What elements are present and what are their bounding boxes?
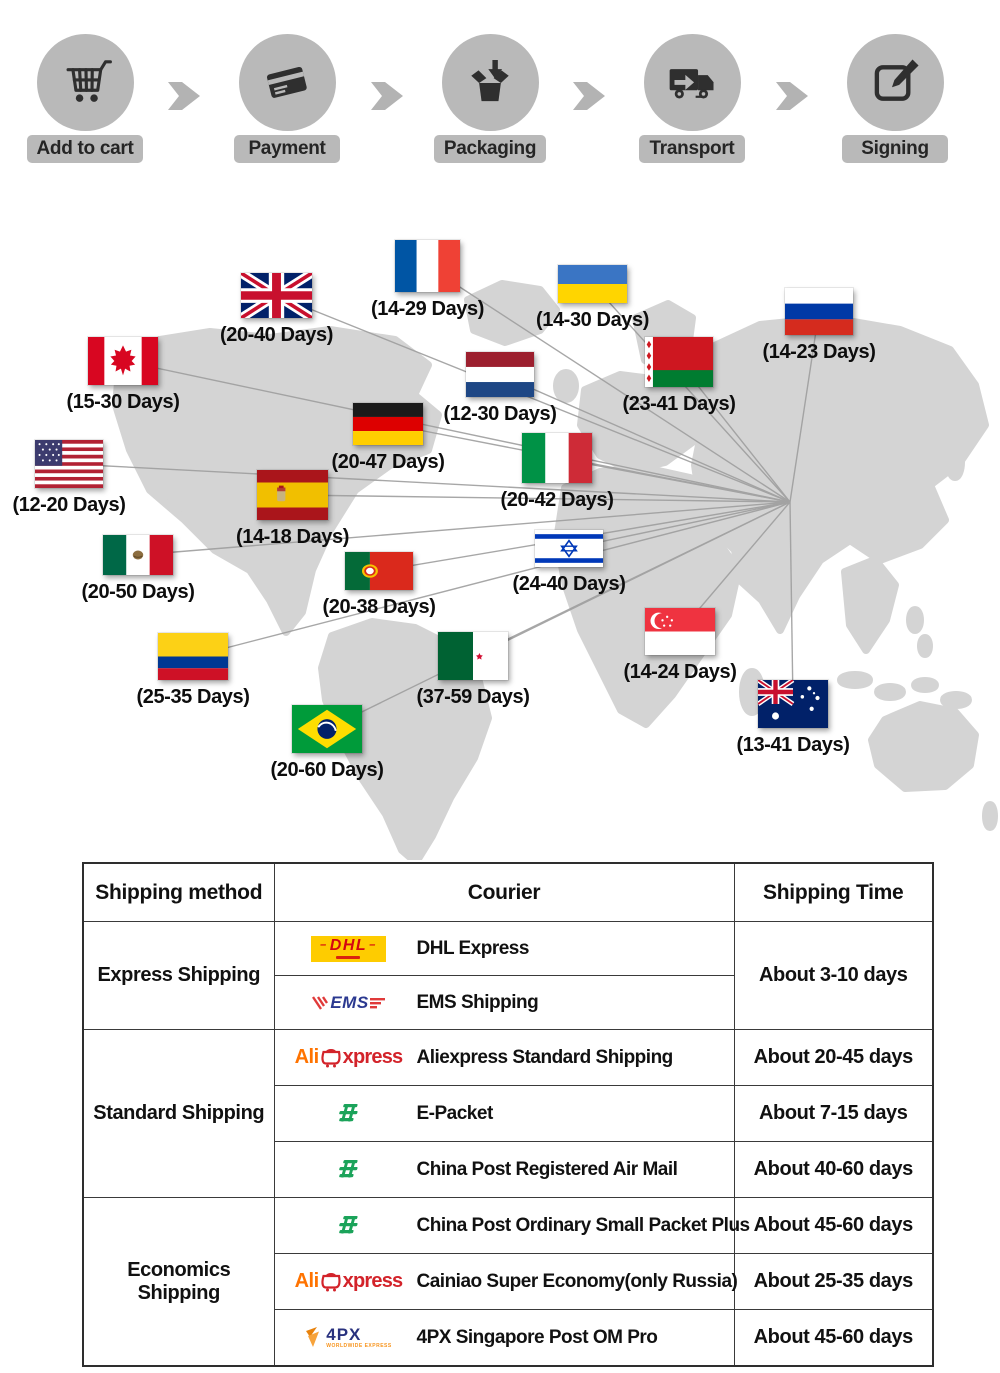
flag-item-spain [235,470,350,548]
step-add-to-cart [10,34,160,163]
courier-ems [274,976,734,1030]
step-label: Add to cart [27,135,144,163]
table-row [83,1198,933,1254]
courier-name: China Post Registered Air Mail [416,1158,678,1180]
shipping-days-label: (20-42 Days) [500,489,614,511]
flag-russia [785,288,853,335]
method-economics: Economics Shipping [83,1198,274,1367]
china-post-logo-icon [293,1100,405,1127]
aliexpress-logo-icon: Ali xpress [294,1270,403,1292]
flag-item-ukraine [535,265,650,331]
step-label: Transport [639,135,745,163]
shipping-days-label: (20-38 Days) [322,596,436,618]
arrow-right-icon [168,74,204,118]
flag-algeria [438,632,508,680]
step-label: Packaging [434,135,546,163]
shipping-days-label: (25-35 Days) [136,686,250,708]
courier-name: China Post Ordinary Small Packet Plus [416,1214,750,1236]
step-transport [617,34,767,163]
shipping-days-label: (13-41 Days) [736,734,850,756]
flag-item-italy [500,433,614,511]
shipping-days-label: (14-30 Days) [535,309,650,331]
shipping-days-label: (20-50 Days) [81,581,195,603]
flag-singapore [645,608,715,655]
arrow-right-icon [371,74,407,118]
courier-aliexpress-standard [274,1030,734,1086]
time-cell: About 45-60 days [734,1310,933,1367]
flag-canada [88,337,158,385]
flag-italy [522,433,592,483]
flag-ukraine [558,265,627,303]
flag-mexico [103,535,173,575]
4px-logo-icon: 4PX WORLDWIDE EXPRESS [293,1326,405,1349]
shipping-days-label: (37-59 Days) [416,686,530,708]
time-cell: About 7-15 days [734,1086,933,1142]
shipping-days-label: (24-40 Days) [512,573,626,595]
time-cell: About 25-35 days [734,1254,933,1310]
method-express: Express Shipping [83,922,274,1030]
table-header-row [83,863,933,922]
flag-item-france [370,240,485,320]
method-standard: Standard Shipping [83,1030,274,1198]
cart-icon [37,34,134,131]
shipping-days-label: (14-29 Days) [370,298,485,320]
courier-name: 4PX Singapore Post OM Pro [416,1326,658,1348]
truck-icon [644,34,741,131]
arrow-right-icon [776,74,812,118]
time-cell: About 20-45 days [734,1030,933,1086]
courier-name: E-Packet [416,1102,493,1124]
shipping-days-label: (20-47 Days) [331,451,445,473]
courier-epacket [274,1086,734,1142]
step-packaging [415,34,565,163]
flag-usa [35,440,103,488]
flag-israel [535,530,603,567]
step-signing [820,34,970,163]
shipping-days-label: (12-30 Days) [443,403,557,425]
flag-item-usa [12,440,126,516]
courier-dhl [274,922,734,976]
step-label: Signing [842,135,948,163]
flag-item-singapore [623,608,737,683]
step-payment [212,34,362,163]
shipping-days-label: (12-20 Days) [12,494,126,516]
flag-germany [353,403,423,445]
flag-portugal [345,552,413,590]
shipping-days-label: (20-60 Days) [270,759,384,781]
sign-pencil-icon [847,34,944,131]
courier-name: EMS Shipping [416,991,539,1013]
shipping-days-label: (14-23 Days) [762,341,876,363]
shipping-days-label: (14-18 Days) [235,526,350,548]
aliexpress-logo-icon: Ali xpress [294,1046,403,1068]
flag-belarus [645,337,713,387]
time-cell: About 40-60 days [734,1142,933,1198]
dhl-logo-icon: – DHL – [293,936,405,962]
shipping-days-label: (14-24 Days) [623,661,737,683]
shipping-table [82,862,934,1367]
header-courier: Courier [274,863,734,922]
flag-item-portugal [322,552,436,618]
flag-item-germany [331,403,445,473]
ems-logo-icon: EMS [293,993,405,1013]
flag-item-mexico [81,535,195,603]
flag-brazil [292,705,362,753]
flag-item-uk [219,273,334,346]
flag-item-netherlands [443,352,557,425]
flag-australia [758,680,828,728]
flag-netherlands [466,352,534,397]
flag-france [395,240,460,292]
shipping-days-label: (15-30 Days) [66,391,180,413]
table-row [83,922,933,976]
china-post-logo-icon [293,1156,405,1183]
flag-spain [257,470,328,520]
table-row [83,1030,933,1086]
flag-item-colombia [136,633,250,708]
courier-cainiao [274,1254,738,1310]
flag-item-australia [736,680,850,756]
header-shipping-time: Shipping Time [734,863,933,922]
shipping-days-label: (23-41 Days) [622,393,736,415]
header-shipping-method: Shipping method [83,863,274,922]
courier-name: Cainiao Super Economy(only Russia) [416,1270,738,1292]
shipping-days-label: (20-40 Days) [219,324,334,346]
flag-item-algeria [416,632,530,708]
courier-china-post-ordinary [274,1198,750,1254]
flag-item-brazil [270,705,384,781]
flag-item-belarus [622,337,736,415]
courier-4px [274,1310,734,1367]
arrow-right-icon [573,74,609,118]
flag-colombia [158,633,228,680]
time-cell: About 45-60 days [734,1198,933,1254]
flag-item-russia [762,288,876,363]
step-label: Payment [234,135,340,163]
time-express: About 3-10 days [734,922,933,1030]
credit-card-icon [239,34,336,131]
china-post-logo-icon [293,1212,405,1239]
courier-china-post-registered [274,1142,734,1198]
flag-item-israel [512,530,626,595]
courier-name: DHL Express [416,937,529,959]
flag-uk [241,273,312,318]
flag-item-canada [66,337,180,413]
package-box-icon [442,34,539,131]
courier-name: Aliexpress Standard Shipping [416,1046,673,1068]
